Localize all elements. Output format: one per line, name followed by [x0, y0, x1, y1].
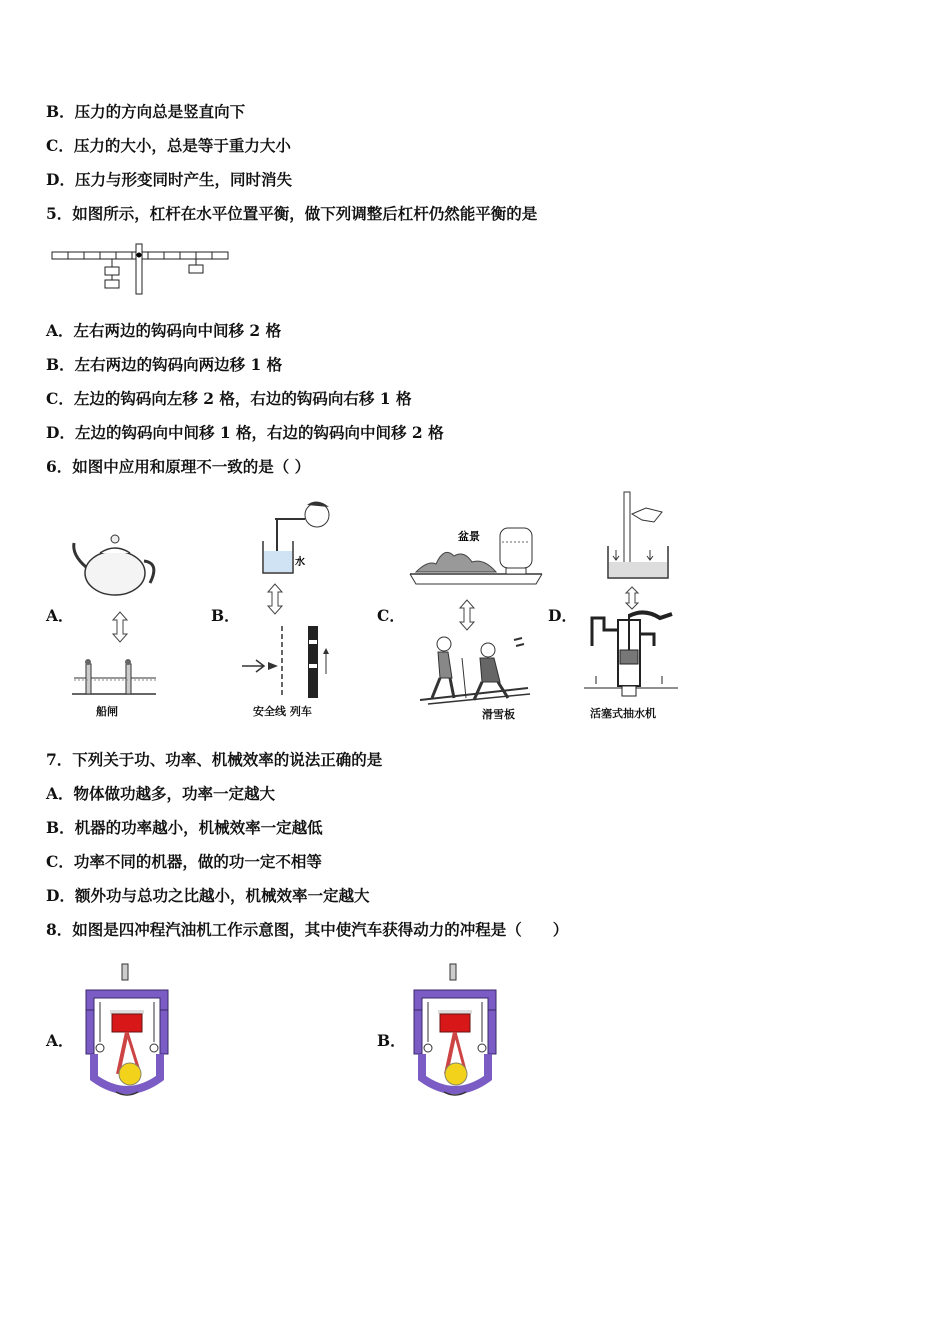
q7-stem: 7．下列关于功、功率、机械效率的说法正确的是 — [46, 750, 383, 769]
q4-option-b: B．压力的方向总是竖直向下 — [46, 102, 246, 121]
double-arrow-icon — [265, 582, 285, 616]
straw-cup-figure — [602, 490, 674, 582]
q5-stem: 5．如图所示，杠杆在水平位置平衡，做下列调整后杠杆仍然能平衡的是 — [46, 204, 538, 223]
bonsai-figure — [406, 522, 546, 592]
double-arrow-icon — [457, 598, 477, 632]
straw-figure — [255, 495, 335, 577]
ship-lock-figure — [70, 654, 160, 702]
engine-figure-b — [408, 962, 503, 1107]
q8-letter-b: B． — [377, 1031, 406, 1050]
q7-option-a: A．物体做功越多，功率一定越大 — [46, 784, 276, 803]
q6-letter-a: A． — [46, 606, 74, 625]
lever-figure — [50, 242, 232, 296]
q5-option-d: D．左边的钩码向中间移 1 格，右边的钩码向中间移 2 格 — [46, 423, 444, 442]
q8-stem: 8．如图是四冲程汽油机工作示意图，其中使汽车获得动力的冲程是（ ） — [46, 920, 569, 939]
skiing-figure — [418, 632, 533, 706]
q8-letter-a: A． — [46, 1031, 74, 1050]
q6-letter-b: B． — [211, 606, 240, 625]
caption-safety-line: 安全线 列车 — [253, 705, 312, 718]
q4-option-c: C．压力的大小，总是等于重力大小 — [46, 136, 291, 155]
q7-option-c: C．功率不同的机器，做的功一定不相等 — [46, 852, 322, 871]
q5-option-c: C．左边的钩码向左移 2 格，右边的钩码向右移 1 格 — [46, 389, 412, 408]
q6-stem: 6．如图中应用和原理不一致的是（ ） — [46, 457, 311, 476]
piston-pump-figure — [582, 610, 682, 704]
q7-option-b: B．机器的功率越小，机械效率一定越低 — [46, 818, 323, 837]
q6-letter-c: C． — [377, 606, 405, 625]
double-arrow-icon — [110, 610, 130, 644]
caption-piston-pump: 活塞式抽水机 — [590, 707, 656, 720]
q5-option-b: B．左右两边的钩码向两边移 1 格 — [46, 355, 283, 374]
safety-line-figure — [238, 624, 338, 700]
water-label: 水 — [295, 557, 305, 568]
q7-option-d: D．额外功与总功之比越小，机械效率一定越大 — [46, 886, 370, 905]
caption-ship-lock: 船闸 — [96, 705, 118, 718]
caption-ski: 滑雪板 — [482, 708, 515, 721]
engine-figure-a — [80, 962, 175, 1107]
q4-option-d: D．压力与形变同时产生，同时消失 — [46, 170, 292, 189]
q5-option-a: A．左右两边的钩码向中间移 2 格 — [46, 321, 282, 340]
bonsai-label: 盆景 — [458, 530, 480, 543]
q6-letter-d: D． — [548, 606, 577, 625]
double-arrow-icon — [624, 586, 640, 610]
teapot-figure — [70, 525, 160, 605]
